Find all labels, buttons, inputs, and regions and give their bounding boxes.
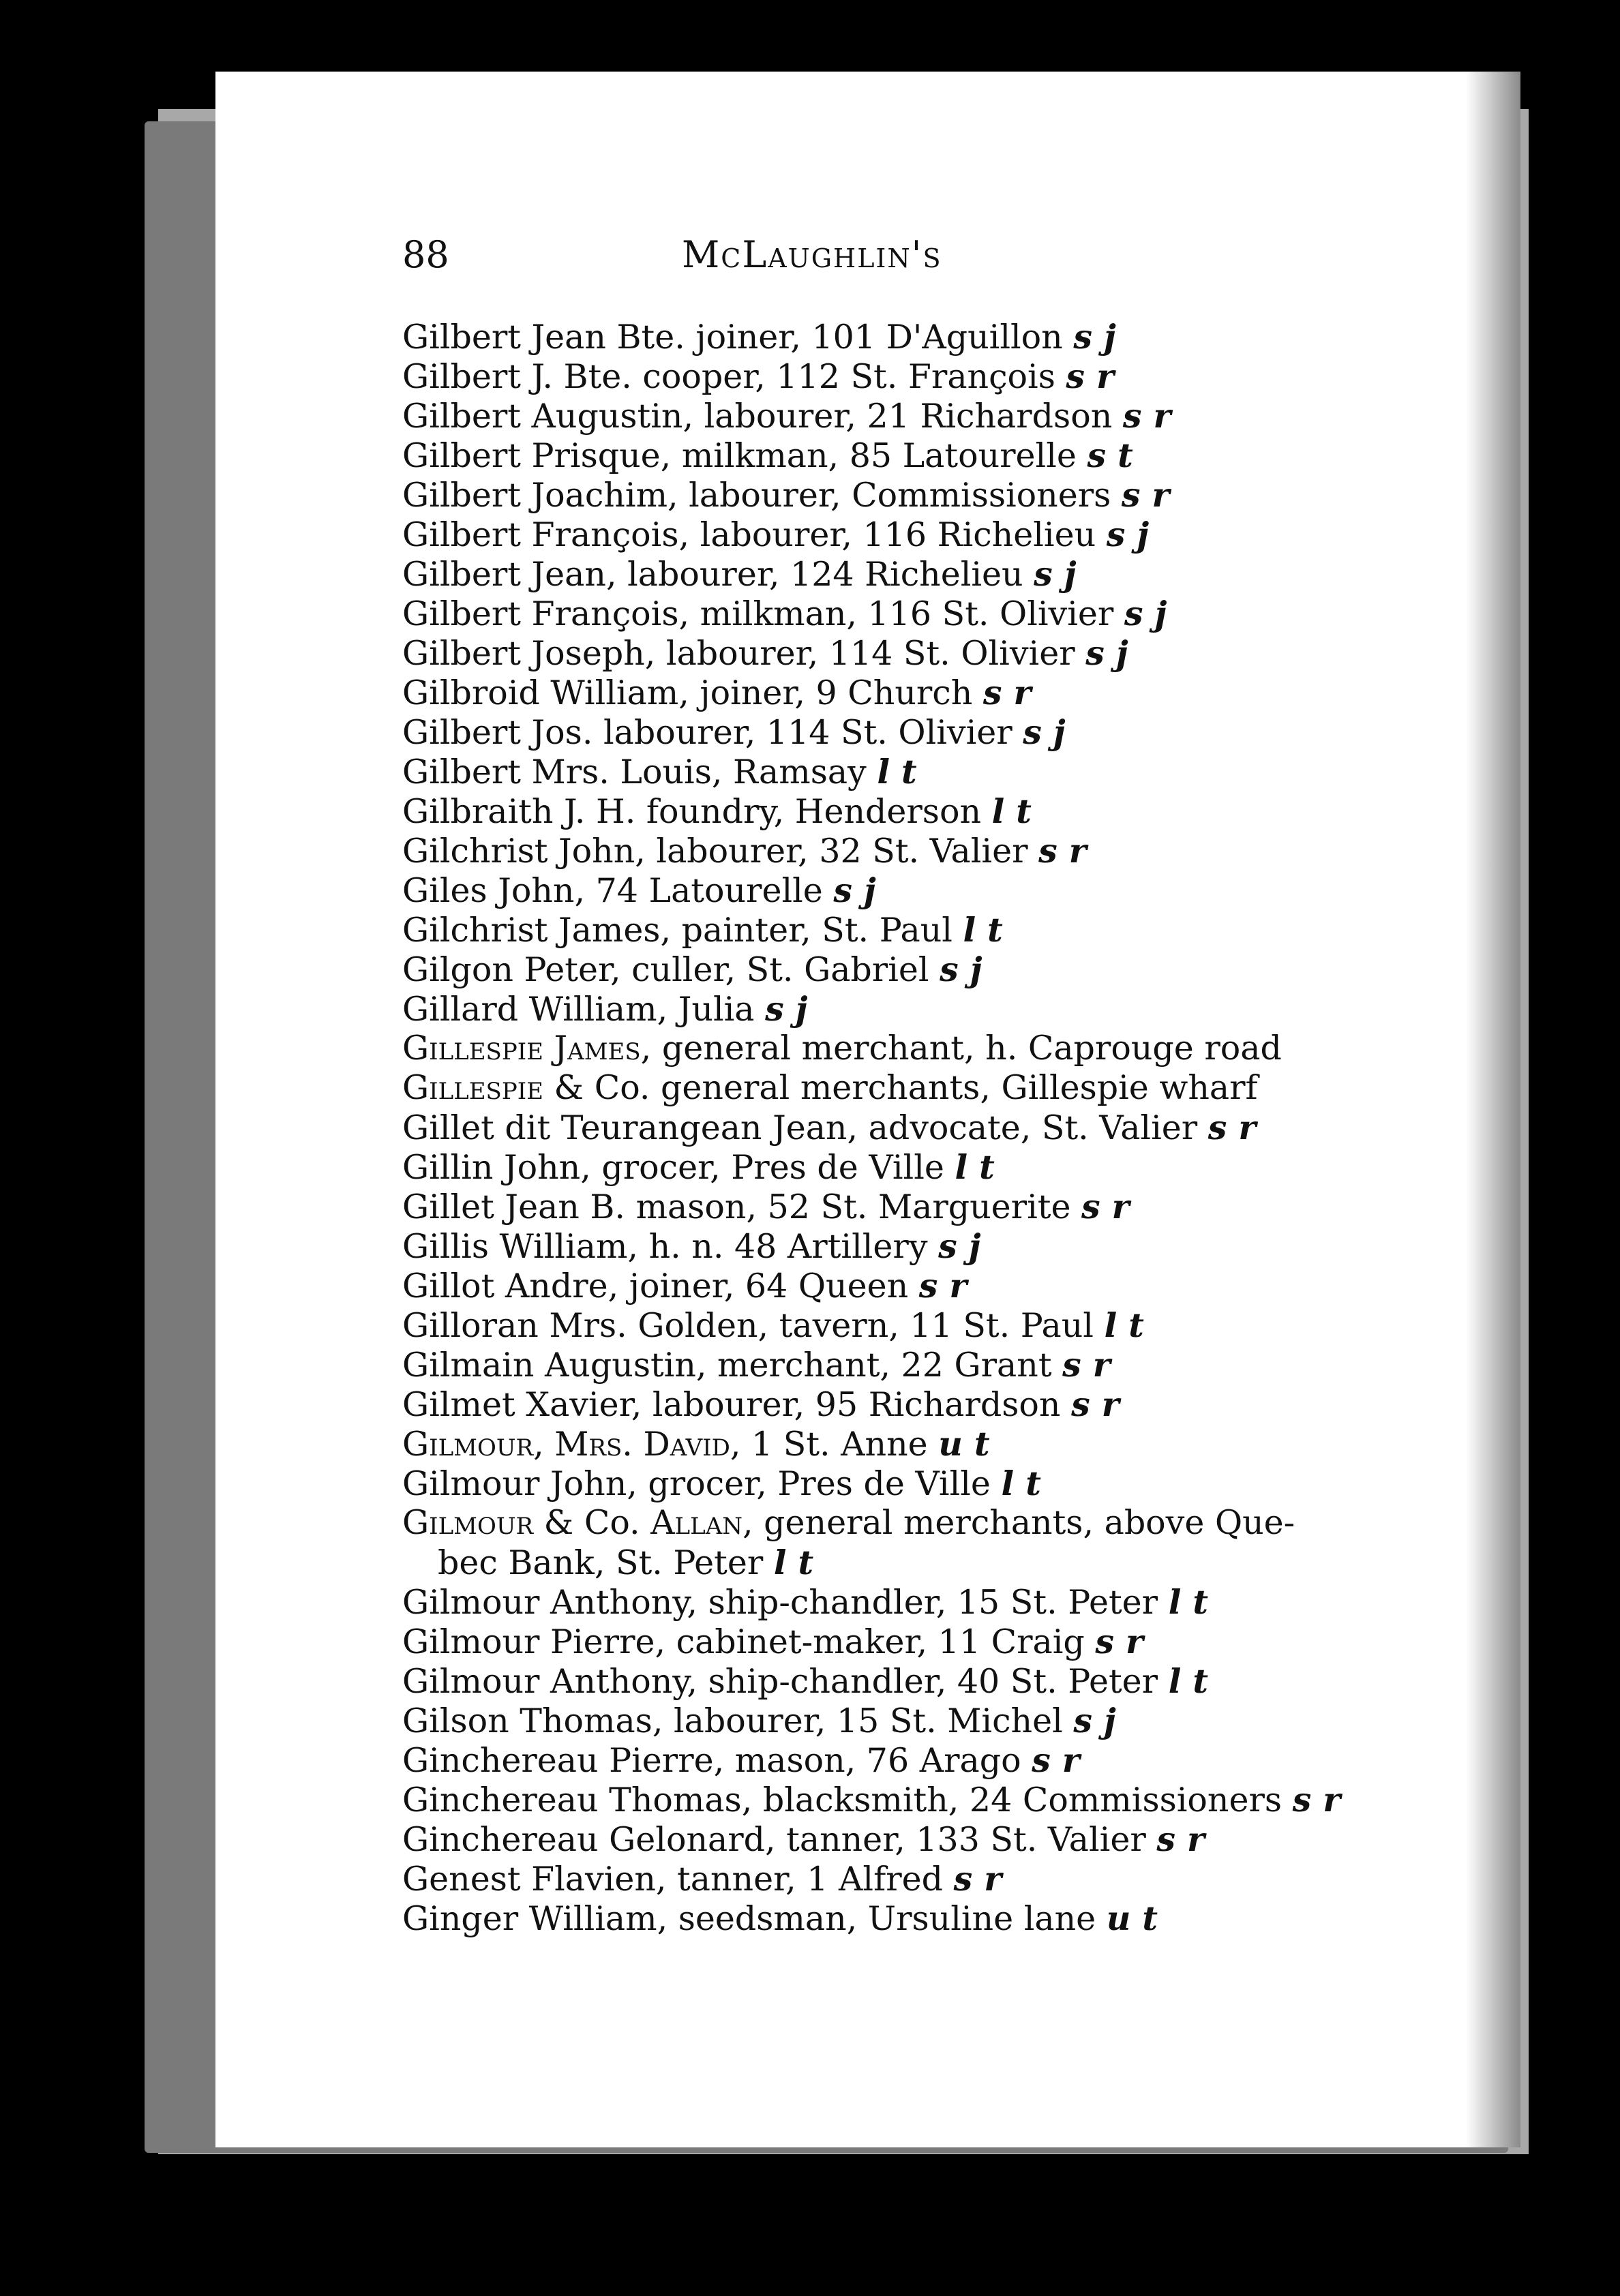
ward-mark: s j bbox=[938, 1226, 981, 1266]
page-number: 88 bbox=[402, 233, 449, 276]
directory-entry bbox=[402, 1385, 1370, 1424]
ward-mark: l t bbox=[991, 791, 1032, 831]
ward-mark: s r bbox=[1032, 1740, 1080, 1780]
entry-text: Gilmour Anthony, ship-chandler, 40 St. Peter bbox=[402, 1662, 1169, 1701]
directory-entry bbox=[402, 1345, 1370, 1385]
directory-entry bbox=[402, 1226, 1370, 1266]
entry-text: & Co. bbox=[533, 1503, 651, 1542]
directory-entry bbox=[402, 1029, 1370, 1068]
entry-text: Gillot Andre, joiner, 64 Queen bbox=[402, 1267, 919, 1305]
entry-name-smallcaps: Gillespie bbox=[402, 1068, 543, 1107]
directory-entry bbox=[402, 1622, 1370, 1661]
entry-text: Gillin John, grocer, Pres de Ville bbox=[402, 1148, 955, 1187]
ward-mark: s r bbox=[1156, 1819, 1205, 1859]
entry-text: Gillet Jean B. mason, 52 St. Marguerite bbox=[402, 1188, 1082, 1226]
directory-entry bbox=[402, 1424, 1370, 1464]
ward-mark: s r bbox=[1292, 1780, 1341, 1819]
entry-text: Gilbraith J. H. foundry, Henderson bbox=[402, 792, 992, 831]
ward-mark: s j bbox=[1124, 594, 1167, 633]
ward-mark: s r bbox=[982, 673, 1032, 712]
entry-text: Gillis William, h. n. 48 Artillery bbox=[402, 1227, 939, 1266]
entry-text: Ginchereau Thomas, blacksmith, 24 Commissioners bbox=[402, 1781, 1293, 1819]
entry-text: Ginchereau Gelonard, tanner, 133 St. Valier bbox=[402, 1820, 1157, 1859]
entry-text: Genest Flavien, tanner, 1 Alfred bbox=[402, 1860, 954, 1899]
ward-mark: s j bbox=[940, 950, 982, 989]
entry-text: Gilbert Jean, labourer, 124 Richelieu bbox=[402, 555, 1034, 594]
ward-mark: s r bbox=[1062, 1345, 1111, 1385]
page-header bbox=[402, 233, 1152, 288]
ward-mark: s j bbox=[1085, 633, 1128, 673]
entry-text: general merchants, above Que- bbox=[753, 1503, 1295, 1542]
directory-entry bbox=[402, 910, 1370, 950]
directory-entry bbox=[402, 1701, 1370, 1740]
directory-entry bbox=[402, 1740, 1370, 1780]
entry-text: 1 St. Anne bbox=[740, 1425, 939, 1464]
entry-text: Gillet dit Teurangean Jean, advocate, St. Valier bbox=[402, 1108, 1208, 1147]
entry-text: Gilmour Pierre, cabinet-maker, 11 Craig bbox=[402, 1622, 1096, 1661]
page-gutter-shadow bbox=[1466, 72, 1520, 2147]
ward-mark: s r bbox=[1095, 1622, 1143, 1661]
directory-entry bbox=[402, 1661, 1370, 1701]
directory-entry bbox=[402, 673, 1370, 712]
entry-text: Gilmet Xavier, labourer, 95 Richardson bbox=[402, 1385, 1072, 1424]
ward-mark: l t bbox=[955, 1147, 995, 1187]
entry-text: Gilgon Peter, culler, St. Gabriel bbox=[402, 950, 940, 989]
ward-mark: u t bbox=[938, 1424, 990, 1464]
entry-text: Gilbert Mrs. Louis, Ramsay bbox=[402, 753, 877, 791]
ward-mark: s r bbox=[1066, 357, 1114, 396]
ward-mark: s r bbox=[1121, 475, 1170, 515]
ward-mark: s j bbox=[833, 871, 876, 910]
ward-mark: l t bbox=[1001, 1464, 1041, 1503]
entry-text: Gilbert Joachim, labourer, Commissioners bbox=[402, 476, 1122, 515]
directory-entry bbox=[402, 554, 1370, 594]
ward-mark: s j bbox=[1073, 317, 1116, 357]
ward-mark: l t bbox=[773, 1543, 814, 1582]
directory-entry bbox=[402, 1582, 1370, 1622]
ward-mark: l t bbox=[877, 752, 917, 791]
directory-entry bbox=[402, 357, 1370, 396]
directory-entry bbox=[402, 1068, 1370, 1108]
ward-mark: s j bbox=[1034, 554, 1077, 594]
entry-text: Gilbert François, milkman, 116 St. Olivier bbox=[402, 594, 1124, 633]
directory-entry bbox=[402, 1899, 1370, 1938]
ward-mark: s r bbox=[953, 1859, 1002, 1899]
directory-entry bbox=[402, 950, 1370, 989]
entry-text: Gilbert J. Bte. cooper, 112 St. François bbox=[402, 357, 1066, 396]
entry-text: Gillard William, Julia bbox=[402, 990, 766, 1029]
directory-entry bbox=[402, 752, 1370, 791]
directory-entry bbox=[402, 1780, 1370, 1819]
ward-mark: s r bbox=[1081, 1187, 1130, 1226]
entry-text: general merchant, h. Caprouge road bbox=[651, 1029, 1282, 1068]
ward-mark: s j bbox=[765, 989, 808, 1029]
directory-entry bbox=[402, 436, 1370, 475]
entry-name-smallcaps: Gillespie James, bbox=[402, 1029, 652, 1068]
entry-text: Gilmain Augustin, merchant, 22 Grant bbox=[402, 1346, 1063, 1385]
running-title: McLaughlin's bbox=[682, 233, 942, 276]
ward-mark: s r bbox=[1038, 831, 1087, 871]
entry-name-smallcaps: Gilmour, Mrs. David, bbox=[402, 1425, 741, 1464]
directory-entry bbox=[402, 1187, 1370, 1226]
entry-text: Gilbert Jos. labourer, 114 St. Olivier bbox=[402, 713, 1023, 752]
directory-entry bbox=[402, 475, 1370, 515]
ward-mark: l t bbox=[1168, 1582, 1208, 1622]
ward-mark: s j bbox=[1073, 1701, 1116, 1740]
entry-text: Gilbert François, labourer, 116 Richelieu bbox=[402, 515, 1107, 554]
ward-mark: s j bbox=[1106, 515, 1150, 554]
ward-mark: l t bbox=[963, 910, 1003, 950]
ward-mark: u t bbox=[1106, 1899, 1158, 1938]
ward-mark: s r bbox=[1071, 1385, 1120, 1424]
entry-text: Gilmour John, grocer, Pres de Ville bbox=[402, 1464, 1002, 1503]
entry-text: Gilbert Joseph, labourer, 114 St. Olivier bbox=[402, 634, 1086, 673]
directory-entry bbox=[402, 1305, 1370, 1345]
ward-mark: s r bbox=[1122, 396, 1171, 436]
directory-entry bbox=[402, 633, 1370, 673]
directory-entry bbox=[402, 515, 1370, 554]
entry-text: Gilchrist James, painter, St. Paul bbox=[402, 911, 963, 950]
entry-text: Gilbroid William, joiner, 9 Church bbox=[402, 674, 983, 712]
entry-text: Gilchrist John, labourer, 32 St. Valier bbox=[402, 832, 1039, 871]
directory-entry bbox=[402, 1819, 1370, 1859]
entry-text: Ginger William, seedsman, Ursuline lane bbox=[402, 1899, 1107, 1938]
entry-name-smallcaps: Allan, bbox=[650, 1503, 753, 1542]
entry-text: Gilbert Jean Bte. joiner, 101 D'Aguillon bbox=[402, 318, 1074, 357]
entry-text: Giles John, 74 Latourelle bbox=[402, 871, 834, 910]
ward-mark: s r bbox=[1208, 1108, 1257, 1147]
entry-text: Gilson Thomas, labourer, 15 St. Michel bbox=[402, 1702, 1074, 1740]
ward-mark: l t bbox=[1104, 1305, 1144, 1345]
entry-text: Gilloran Mrs. Golden, tavern, 11 St. Paul bbox=[402, 1306, 1105, 1345]
directory-entry-continuation bbox=[402, 1543, 1370, 1582]
entry-text: bec Bank, St. Peter bbox=[438, 1543, 774, 1582]
ward-mark: s j bbox=[1023, 712, 1066, 752]
entry-text: Gilbert Prisque, milkman, 85 Latourelle bbox=[402, 436, 1088, 475]
ward-mark: s r bbox=[918, 1266, 967, 1305]
directory-entry bbox=[402, 1108, 1370, 1147]
entry-name-smallcaps: Gilmour bbox=[402, 1503, 534, 1542]
entry-text: Gilmour Anthony, ship-chandler, 15 St. Peter bbox=[402, 1583, 1169, 1622]
directory-entries bbox=[402, 317, 1370, 1938]
entry-text: Ginchereau Pierre, mason, 76 Arago bbox=[402, 1741, 1032, 1780]
directory-entry bbox=[402, 1464, 1370, 1503]
directory-entry bbox=[402, 989, 1370, 1029]
ward-mark: s t bbox=[1087, 436, 1133, 475]
directory-entry bbox=[402, 791, 1370, 831]
directory-entry bbox=[402, 396, 1370, 436]
directory-entry bbox=[402, 831, 1370, 871]
ward-mark: l t bbox=[1168, 1661, 1208, 1701]
entry-text: & Co. general merchants, Gillespie wharf bbox=[543, 1068, 1258, 1107]
directory-entry bbox=[402, 1266, 1370, 1305]
entry-text: Gilbert Augustin, labourer, 21 Richardson bbox=[402, 397, 1123, 436]
directory-entry bbox=[402, 317, 1370, 357]
directory-entry bbox=[402, 594, 1370, 633]
directory-entry bbox=[402, 1147, 1370, 1187]
directory-entry bbox=[402, 1859, 1370, 1899]
directory-entry bbox=[402, 871, 1370, 910]
directory-entry bbox=[402, 1503, 1370, 1543]
directory-entry bbox=[402, 712, 1370, 752]
